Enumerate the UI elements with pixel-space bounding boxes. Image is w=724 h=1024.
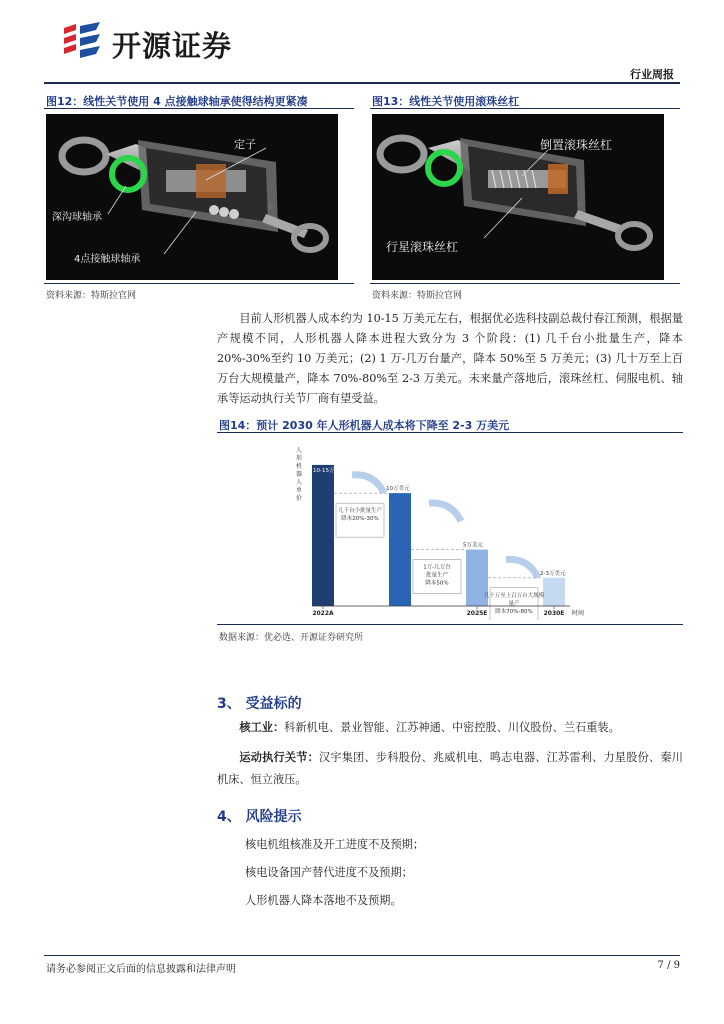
figure-13-image: [372, 114, 664, 280]
figure-13-bottom-rule: [370, 283, 680, 284]
report-type: 行业周报: [630, 68, 674, 81]
body-paragraph: 目前人形机器人成本约为 10-15 万美元左右，根据优必选科技副总裁付春江预测，根据量产规模不同，人形机器人降本进程大致分为 3 个阶段：(1) 几千台小批量生产，降本 20%-30%至约 10 万美元；(2) 1 万-几万台量产，降本 50%至 5 万美元；(3) 几十万至上百万台大规模量产，降本 70%-80%至 2-3 万美元。未来量产落地后，滚珠丝杠、伺服电机、轴承等运动执行关节厂商有望受益。: [217, 312, 683, 405]
figure-12-bottom-rule: [44, 283, 354, 284]
figure-14-rule: [217, 432, 683, 433]
stage-note-0: 几千台小批量生产降本20%-30%: [337, 508, 383, 523]
label-4pt-contact-bearing: 4点接触球轴承: [74, 254, 141, 265]
label-deep-groove-bearing: 深沟球轴承: [52, 212, 102, 223]
risk-item-3: 人形机器人降本落地不及预期。: [245, 894, 402, 907]
stage-arrow-0: [352, 475, 384, 493]
beneficiary-nuclear-text: 科新机电、景业智能、江苏神通、中密控股、川仪股份、兰石重装。: [284, 721, 620, 734]
footer-rule: [44, 955, 680, 956]
figure-12-source: 资料来源：特斯拉官网: [46, 291, 137, 301]
beneficiary-motion-joint-text: 汉宇集团、步科股份、兆威机电、鸣志电器、江苏雷利、力星股份、秦川机床、恒立液压。: [217, 751, 683, 786]
label-planetary-ball-screw: 行星滚珠丝杠: [386, 240, 459, 254]
cost-chart: [290, 440, 610, 620]
header-rule: [44, 82, 680, 84]
beneficiary-motion-joint: [217, 747, 683, 791]
figure-13-title: 图13：线性关节使用滚珠丝杠: [372, 95, 520, 108]
cost-chart-svg: [290, 440, 610, 620]
figure-12-rule: [44, 108, 354, 109]
figure-14-source: 数据来源：优必选、开源证券研究所: [219, 633, 364, 643]
bar-3: [543, 578, 565, 606]
figure-12-title: 图12：线性关节使用 4 点接触球轴承使得结构更紧凑: [46, 95, 308, 108]
risk-item-1: 核电机组核准及开工进度不及预期；: [245, 838, 425, 851]
company-logo: [60, 22, 280, 64]
beneficiary-nuclear: [217, 717, 683, 739]
bar-label-0: 10-15万美元: [313, 467, 346, 474]
risk-item-2: 核电设备国产替代进度不及预期；: [245, 866, 413, 879]
bar-label-3: 2-3万美元: [540, 570, 566, 577]
x-tick-label-2: 2030E: [543, 610, 565, 617]
page-number: 7 / 9: [657, 960, 680, 971]
beneficiary-motion-joint-label: 运动执行关节：: [239, 751, 320, 764]
footer-disclaimer: 请务必参阅正文后面的信息披露和法律声明: [46, 964, 236, 975]
x-tick-label-0: 2022A: [312, 610, 334, 617]
company-name: 开源证券: [112, 29, 233, 63]
label-stator: 定子: [234, 138, 256, 151]
bar-label-2: 5万美元: [463, 542, 483, 549]
bar-0: [312, 465, 334, 606]
bar-1: [389, 493, 411, 606]
figure-14-bottom-rule: [217, 624, 683, 625]
stage-note-2: 几十万至上百万台大规模量产降本70%-80%: [483, 592, 545, 615]
figure-12-image: [46, 114, 338, 280]
x-tick-label-1: 2025E: [466, 610, 488, 617]
x-axis-label: 时间: [571, 610, 585, 617]
stage-note-1: 1万-几万台批量生产降本50%: [423, 564, 451, 587]
stage-arrow-1: [429, 503, 461, 521]
figure-13-source: 资料来源：特斯拉官网: [372, 291, 463, 301]
section-3-heading: 3、 受益标的: [217, 696, 302, 712]
bar-label-1: 10万美元: [386, 486, 410, 493]
stage-arrow-2: [506, 559, 538, 577]
figure-13-rule: [370, 108, 680, 109]
y-axis-label: 人形机器人单价: [296, 447, 303, 502]
beneficiary-nuclear-label: 核工业：: [239, 721, 285, 734]
section-4-heading: 4、 风险提示: [217, 809, 302, 825]
logo-mark-icon: [60, 22, 106, 62]
label-inverted-ball-screw: 倒置滚珠丝杠: [540, 138, 613, 152]
figure-14-title: 图14：预计 2030 年人形机器人成本将下降至 2-3 万美元: [219, 419, 510, 432]
